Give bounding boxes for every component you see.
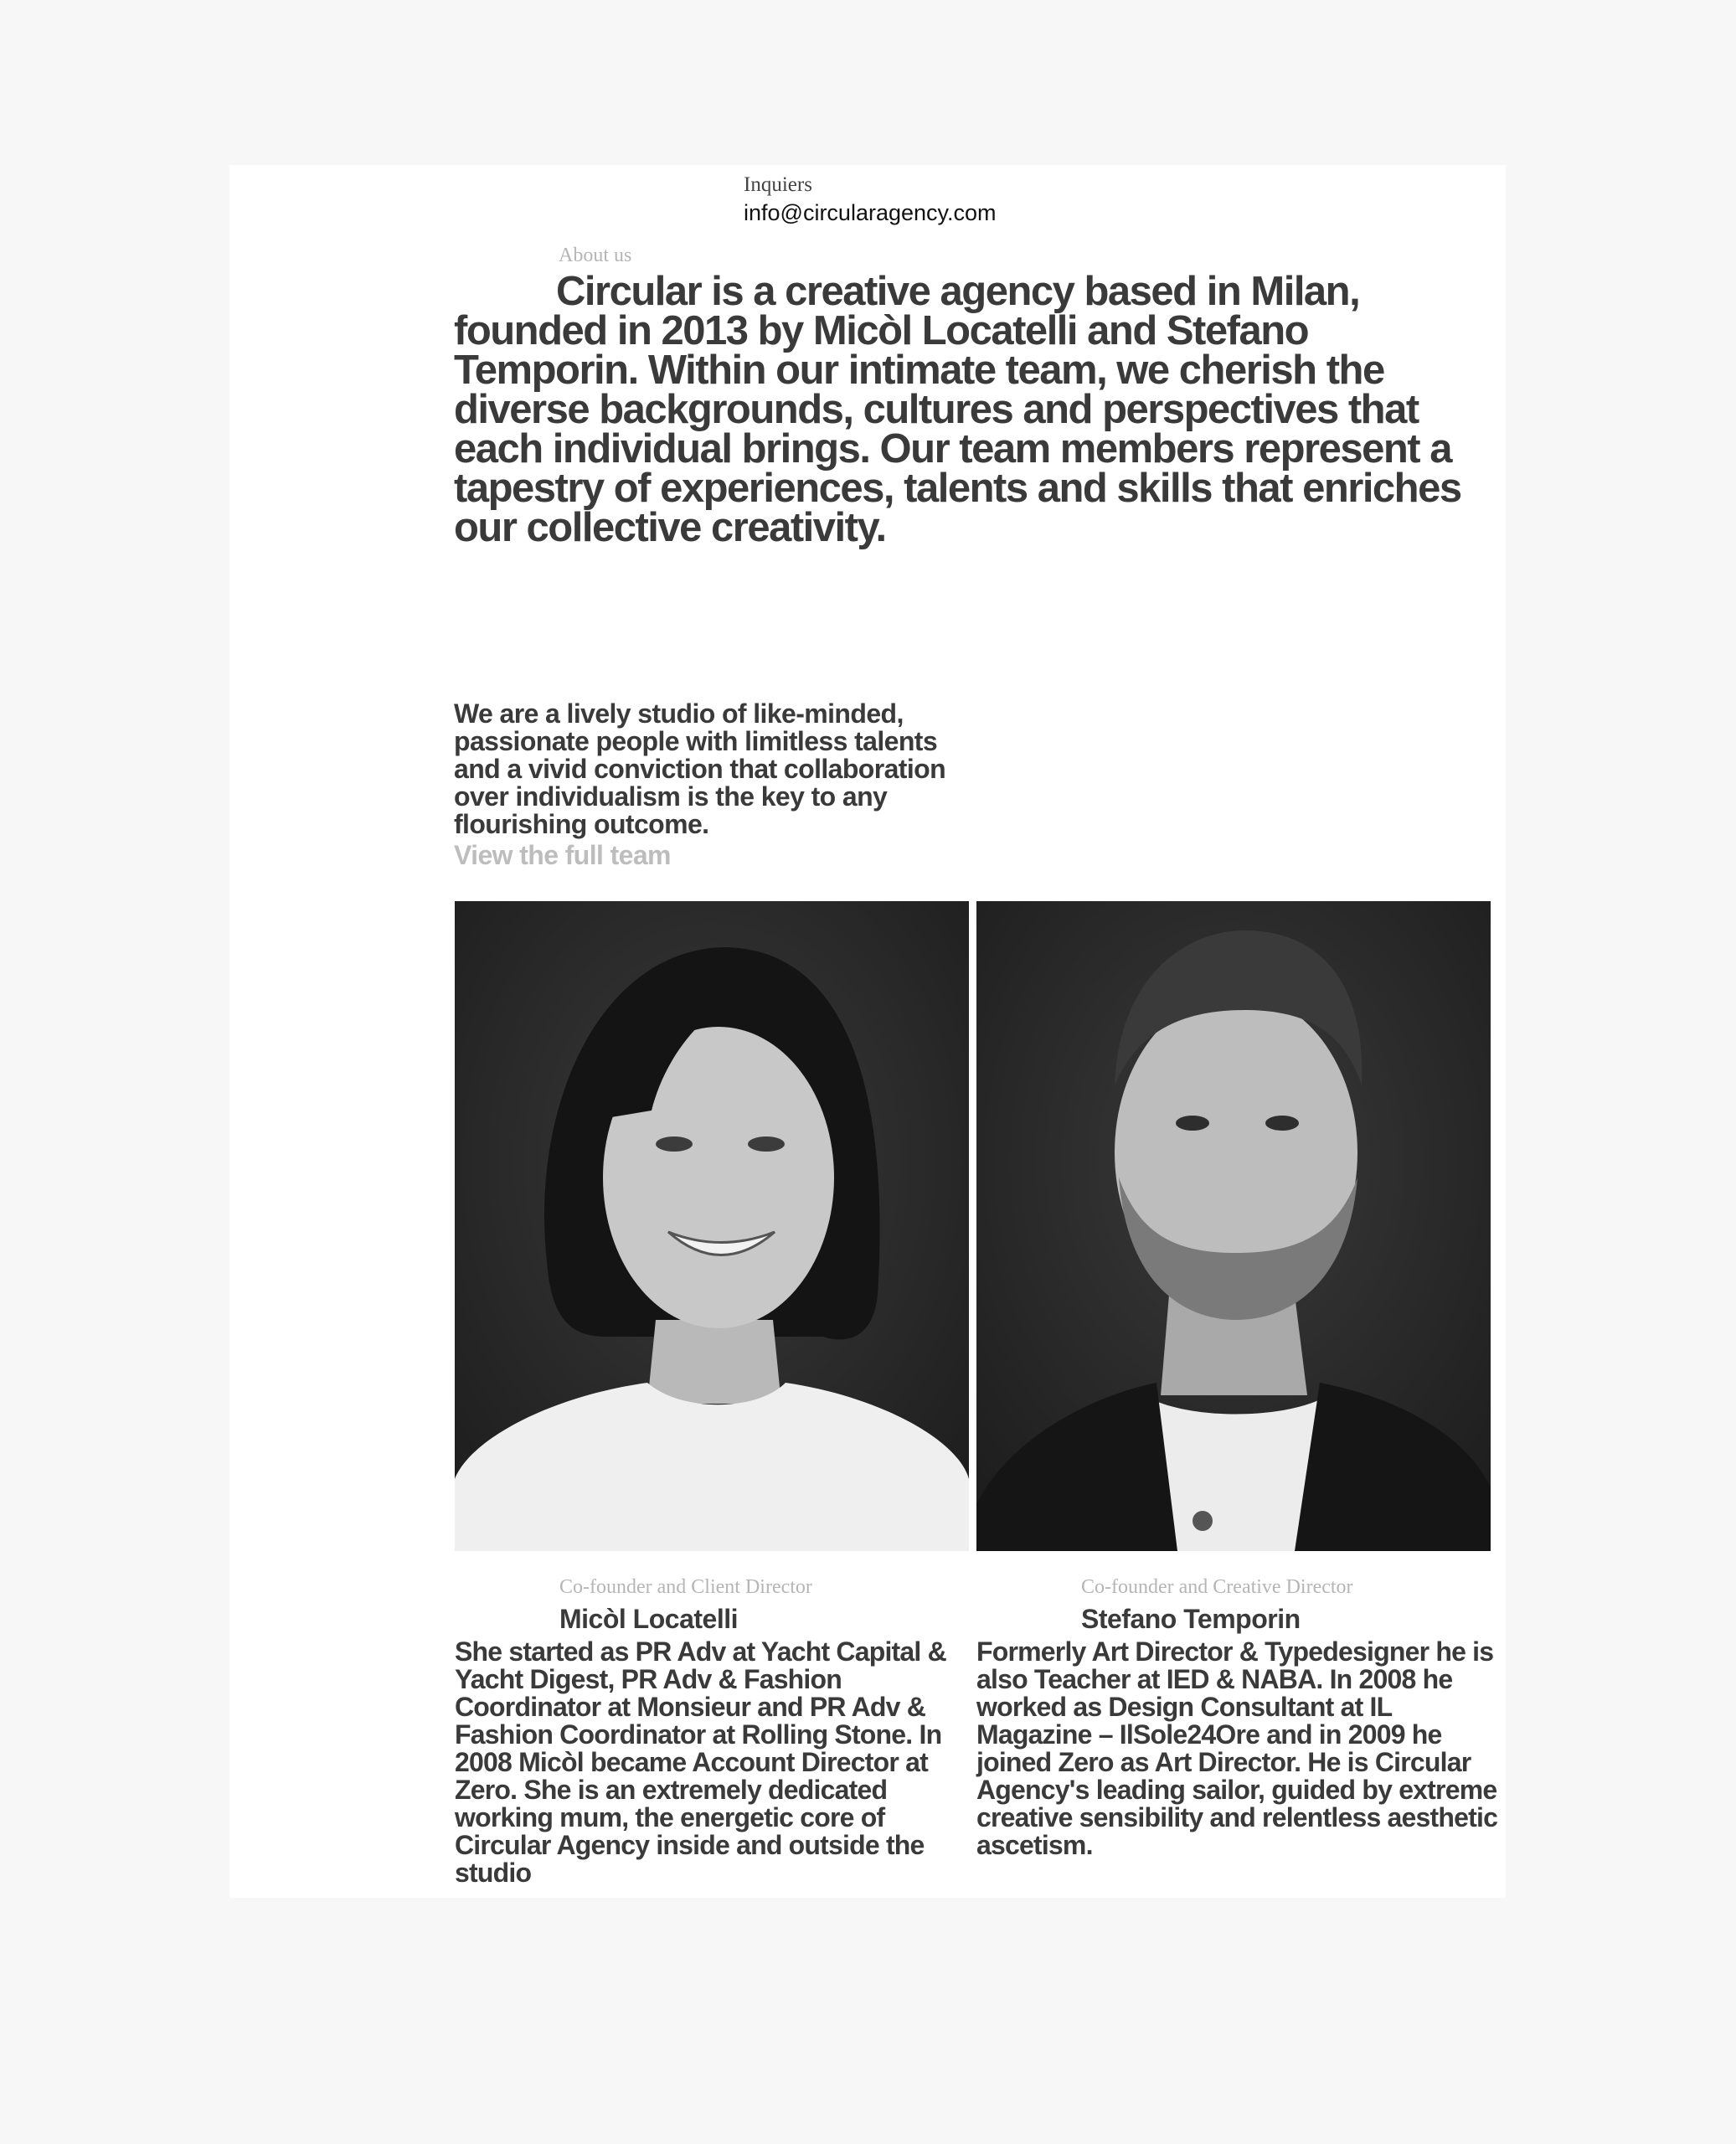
member-photo-micol (455, 901, 969, 1551)
member-bio-stefano: Formerly Art Director & Typedesigner he is also Teacher at IED & NABA. In 2008 he worked as Design Consultant at IL Magazine – IlSole24Ore and in 2009 he joined Zero as Art Director. He is Circular Agency's leading sailor, guided by extreme creative sensibility and relentless aesthetic ascetism. (976, 1636, 1498, 1860)
inquiries-label: Inquiers (744, 173, 812, 196)
about-intro-text: Circular is a creative agency based in Milan, founded in 2013 by Micòl Locatelli and Stefano Temporin. Within our intimate team, we cherish the diverse backgrounds, cultures and perspectives that each individual brings. Our team members represent a tapestry of experiences, talents and skills that enriches our collective creativity. (454, 269, 1461, 550)
member-role-stefano: Co-founder and Creative Director (1081, 1576, 1353, 1598)
view-full-team-link[interactable]: View the full team (454, 840, 671, 870)
inquiries-email-link[interactable]: info@circularagency.com (744, 200, 997, 225)
member-role-micol: Co-founder and Client Director (559, 1576, 812, 1598)
member-name-micol: Micòl Locatelli (559, 1604, 738, 1634)
member-photo-stefano (976, 901, 1491, 1551)
about-section-label: About us (559, 245, 632, 266)
studio-description: We are a lively studio of like-minded, passionate people with limitless talents and a vivid conviction that collaboration over individualism is the key to any flourishing outcome. (454, 698, 946, 839)
content-card (229, 165, 1506, 1898)
member-name-stefano: Stefano Temporin (1081, 1604, 1301, 1634)
member-bio-micol: She started as PR Adv at Yacht Capital & Yacht Digest, PR Adv & Fashion Coordinator at Monsieur and PR Adv & Fashion Coordinator at Rolling Stone. In 2008 Micòl became Account Director at Zero. She is an extremely dedicated working mum, the energetic core of Circular Agency inside and outside the studio (455, 1636, 946, 1888)
